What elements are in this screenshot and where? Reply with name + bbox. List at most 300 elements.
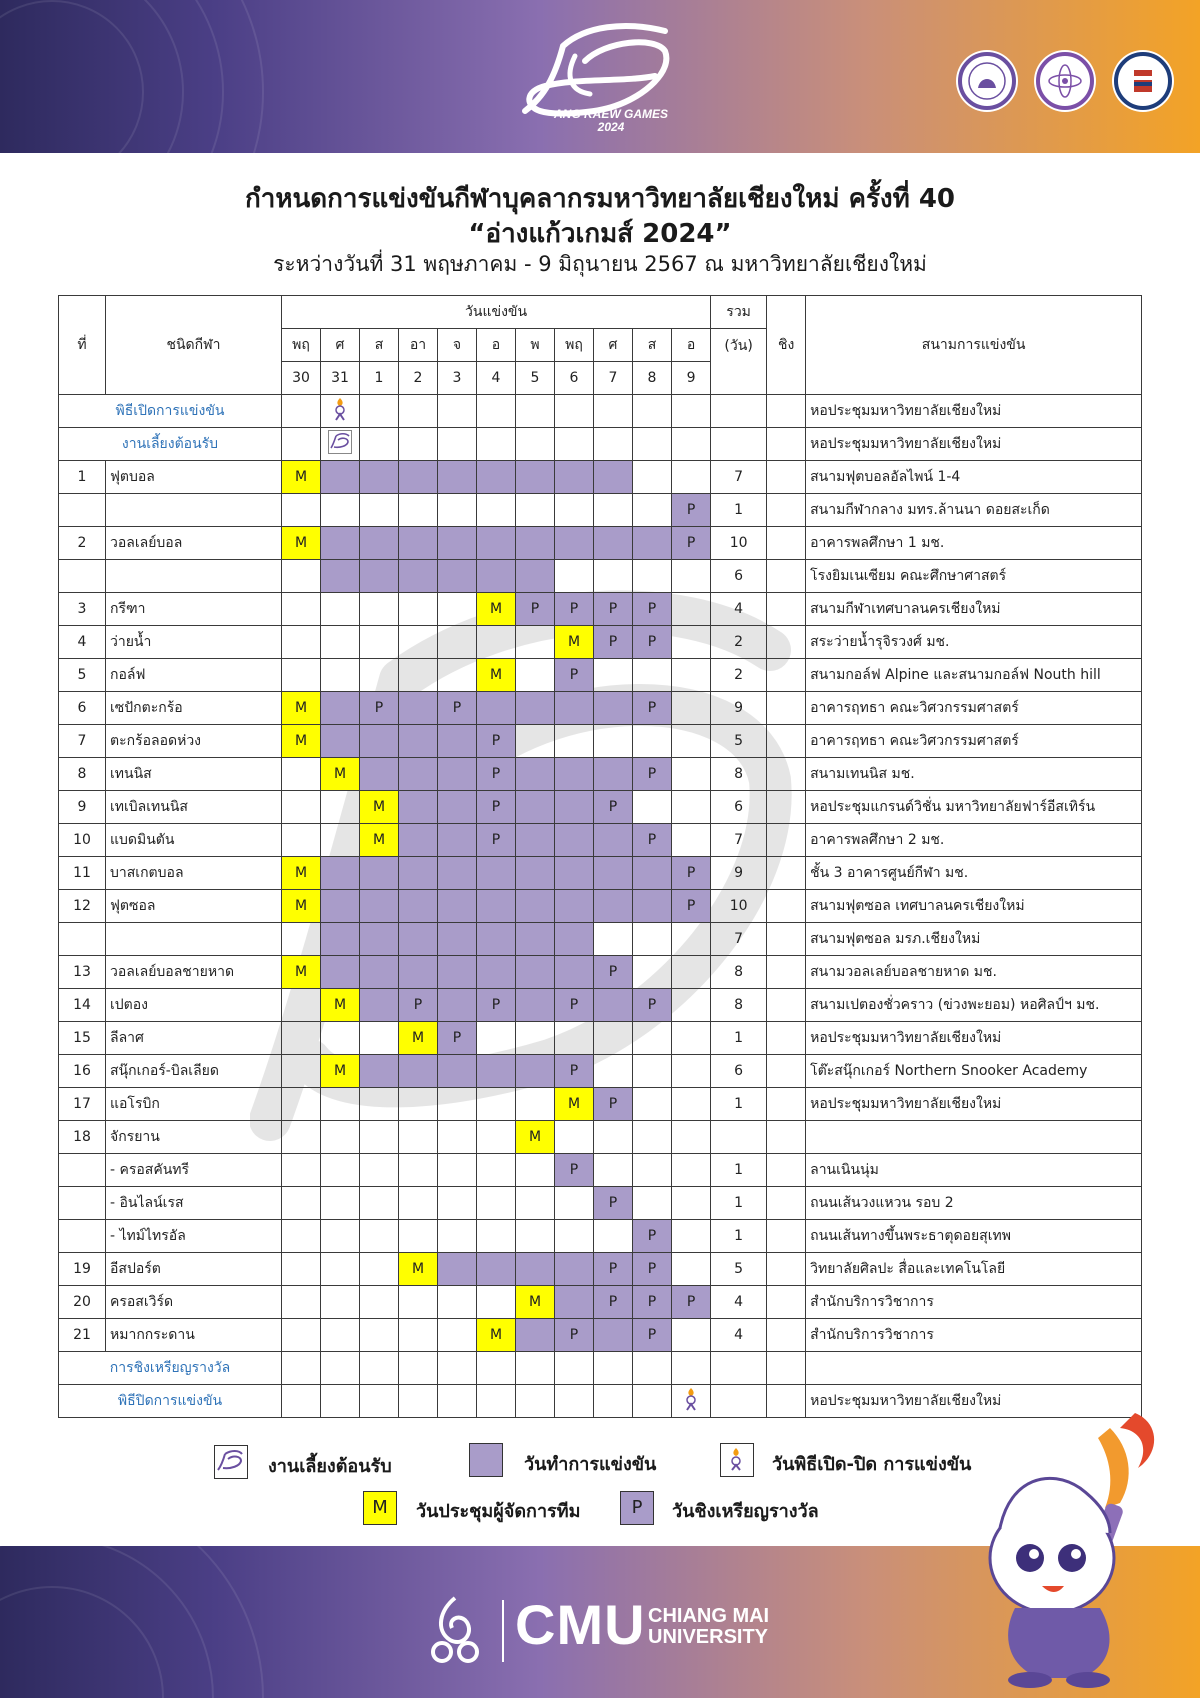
ceremony-torch-icon xyxy=(672,1385,711,1418)
empty-day-cell xyxy=(555,494,594,527)
competition-day-cell xyxy=(438,824,477,857)
competition-day-cell xyxy=(516,989,555,1022)
day-name-9: ส xyxy=(633,329,672,362)
empty-day-cell xyxy=(360,593,399,626)
cmu-letters: CMU xyxy=(515,1593,646,1656)
competition-day-cell xyxy=(438,527,477,560)
sport-name: - อินไลน์เรส xyxy=(106,1187,282,1220)
competition-day-cell xyxy=(516,791,555,824)
venue-name: ถนนเส้นทางขึ้นพระธาตุดอยสุเทพ xyxy=(806,1220,1142,1253)
total-days: 9 xyxy=(711,692,767,725)
total-days: 8 xyxy=(711,989,767,1022)
empty-day-cell xyxy=(594,494,633,527)
final-cell xyxy=(767,923,806,956)
sport-name: ครอสเวิร์ด xyxy=(106,1286,282,1319)
table-row xyxy=(59,560,1142,593)
empty-day-cell xyxy=(633,1154,672,1187)
empty-day-cell xyxy=(360,1220,399,1253)
empty-day-cell xyxy=(438,1154,477,1187)
cmu-name-line1: CHIANG MAI xyxy=(648,1605,770,1627)
total-days xyxy=(711,428,767,461)
competition-day-cell xyxy=(321,560,360,593)
empty-day-cell xyxy=(399,1319,438,1352)
sport-name: ตะกร้อลอดห่วง xyxy=(106,725,282,758)
medal-day-cell: P xyxy=(633,758,672,791)
col-no-header: ที่ xyxy=(59,296,106,395)
sport-name: กอล์ฟ xyxy=(106,659,282,692)
empty-day-cell xyxy=(399,1121,438,1154)
medal-day-cell: P xyxy=(672,1286,711,1319)
empty-day-cell xyxy=(321,593,360,626)
medal-day-cell: P xyxy=(633,626,672,659)
meeting-day-cell: M xyxy=(477,659,516,692)
venue-name: หอประชุมมหาวิทยาลัยเชียงใหม่ xyxy=(806,428,1142,461)
competition-day-cell xyxy=(399,956,438,989)
venue-name: ถนนเส้นวงแหวน รอบ 2 xyxy=(806,1187,1142,1220)
final-cell xyxy=(767,890,806,923)
empty-day-cell xyxy=(672,1055,711,1088)
empty-day-cell xyxy=(672,824,711,857)
final-cell xyxy=(767,1022,806,1055)
table-row xyxy=(59,659,1142,692)
empty-day-cell xyxy=(672,1088,711,1121)
day-name-4: จ xyxy=(438,329,477,362)
legend-competition-swatch xyxy=(469,1443,503,1477)
competition-day-cell xyxy=(399,725,438,758)
empty-day-cell xyxy=(555,560,594,593)
empty-day-cell xyxy=(594,1220,633,1253)
empty-day-cell xyxy=(594,1022,633,1055)
empty-day-cell xyxy=(438,659,477,692)
sport-name: สนุ๊กเกอร์-บิลเลียด xyxy=(106,1055,282,1088)
competition-day-cell xyxy=(594,1319,633,1352)
empty-day-cell xyxy=(360,494,399,527)
row-number: 20 xyxy=(59,1286,106,1319)
empty-day-cell xyxy=(633,461,672,494)
empty-day-cell xyxy=(594,1055,633,1088)
empty-day-cell xyxy=(360,1154,399,1187)
final-cell xyxy=(767,758,806,791)
empty-day-cell xyxy=(477,494,516,527)
empty-day-cell xyxy=(516,659,555,692)
competition-day-cell xyxy=(438,461,477,494)
competition-day-cell xyxy=(477,527,516,560)
competition-day-cell xyxy=(555,890,594,923)
empty-day-cell xyxy=(633,1088,672,1121)
empty-day-cell xyxy=(633,923,672,956)
medal-day-cell: P xyxy=(477,989,516,1022)
row-number: 4 xyxy=(59,626,106,659)
meeting-day-cell: M xyxy=(399,1022,438,1055)
total-days: 1 xyxy=(711,1088,767,1121)
logo-wordmark xyxy=(536,108,686,134)
medal-day-cell: P xyxy=(594,1286,633,1319)
table-row xyxy=(59,1286,1142,1319)
medal-day-cell: P xyxy=(594,626,633,659)
cmu-seal-icon xyxy=(956,50,1018,112)
empty-day-cell xyxy=(516,494,555,527)
meeting-day-cell: M xyxy=(282,461,321,494)
sport-name: บาสเกตบอล xyxy=(106,857,282,890)
sport-name xyxy=(106,560,282,593)
competition-day-cell xyxy=(477,923,516,956)
day-number-7: 6 xyxy=(555,362,594,395)
medal-day-cell: P xyxy=(360,692,399,725)
competition-day-cell xyxy=(399,692,438,725)
venue-name: สระว่ายน้ำรุจิรวงศ์ มช. xyxy=(806,626,1142,659)
venue-name: สำนักบริการวิชาการ xyxy=(806,1319,1142,1352)
header-banner xyxy=(0,0,1200,153)
competition-day-cell xyxy=(399,791,438,824)
venue-name: หอประชุมมหาวิทยาลัยเชียงใหม่ xyxy=(806,1385,1142,1418)
empty-day-cell xyxy=(438,1187,477,1220)
competition-day-cell xyxy=(399,461,438,494)
table-row xyxy=(59,1088,1142,1121)
competition-day-cell xyxy=(633,890,672,923)
empty-day-cell xyxy=(399,1154,438,1187)
empty-day-cell xyxy=(399,1187,438,1220)
total-days: 7 xyxy=(711,923,767,956)
empty-day-cell xyxy=(282,1022,321,1055)
row-number xyxy=(59,1154,106,1187)
venue-name: อาคารพลศึกษา 2 มช. xyxy=(806,824,1142,857)
table-row xyxy=(59,725,1142,758)
event-name: การชิงเหรียญรางวัล xyxy=(59,1352,282,1385)
medal-day-cell: P xyxy=(477,824,516,857)
medal-day-cell: P xyxy=(555,1055,594,1088)
competition-day-cell xyxy=(477,956,516,989)
empty-day-cell xyxy=(321,1286,360,1319)
total-days: 10 xyxy=(711,527,767,560)
day-name-10: อ xyxy=(672,329,711,362)
competition-day-cell xyxy=(594,824,633,857)
empty-day-cell xyxy=(516,1022,555,1055)
competition-day-cell xyxy=(477,560,516,593)
venue-name: โต๊ะสนุ๊กเกอร์ Northern Snooker Academy xyxy=(806,1055,1142,1088)
sport-name: เปตอง xyxy=(106,989,282,1022)
competition-day-cell xyxy=(477,890,516,923)
empty-day-cell xyxy=(399,1220,438,1253)
empty-day-cell xyxy=(477,1286,516,1319)
empty-day-cell xyxy=(321,1352,360,1385)
medal-day-cell: P xyxy=(633,593,672,626)
competition-day-cell xyxy=(360,857,399,890)
empty-day-cell xyxy=(399,593,438,626)
competition-day-cell xyxy=(360,725,399,758)
empty-day-cell xyxy=(633,1121,672,1154)
competition-day-cell xyxy=(321,890,360,923)
empty-day-cell xyxy=(672,560,711,593)
competition-day-cell xyxy=(360,923,399,956)
total-days xyxy=(711,1352,767,1385)
medal-day-cell: P xyxy=(594,1088,633,1121)
total-days: 10 xyxy=(711,890,767,923)
competition-day-cell xyxy=(516,824,555,857)
competition-day-cell xyxy=(399,923,438,956)
empty-day-cell xyxy=(360,1319,399,1352)
legend-medal-swatch: P xyxy=(620,1491,654,1525)
competition-day-cell xyxy=(516,1253,555,1286)
sport-name: เทเบิลเทนนิส xyxy=(106,791,282,824)
empty-day-cell xyxy=(282,1352,321,1385)
venue-name: สนามฟุตบอลอัลไพน์ 1-4 xyxy=(806,461,1142,494)
final-cell xyxy=(767,527,806,560)
competition-day-cell xyxy=(594,989,633,1022)
table-row xyxy=(59,1352,1142,1385)
row-number xyxy=(59,494,106,527)
empty-day-cell xyxy=(555,1385,594,1418)
row-number: 15 xyxy=(59,1022,106,1055)
empty-day-cell xyxy=(282,1088,321,1121)
final-cell xyxy=(767,1121,806,1154)
col-sport-header: ชนิดกีฬา xyxy=(106,296,282,395)
sport-name: ฟุตบอล xyxy=(106,461,282,494)
empty-day-cell xyxy=(360,428,399,461)
competition-day-cell xyxy=(516,1055,555,1088)
competition-day-cell xyxy=(399,824,438,857)
empty-day-cell xyxy=(438,626,477,659)
cmu-name xyxy=(648,1606,769,1648)
empty-day-cell xyxy=(360,659,399,692)
meeting-day-cell: M xyxy=(321,989,360,1022)
table-row xyxy=(59,857,1142,890)
empty-day-cell xyxy=(633,1352,672,1385)
meeting-day-cell: M xyxy=(282,956,321,989)
table-row xyxy=(59,1253,1142,1286)
sport-name: วอลเลย์บอล xyxy=(106,527,282,560)
empty-day-cell xyxy=(438,428,477,461)
competition-day-cell xyxy=(516,758,555,791)
empty-day-cell xyxy=(477,626,516,659)
meeting-day-cell: M xyxy=(282,890,321,923)
competition-day-cell xyxy=(555,857,594,890)
empty-day-cell xyxy=(282,1319,321,1352)
medal-day-cell: P xyxy=(477,791,516,824)
medal-day-cell: P xyxy=(477,758,516,791)
final-cell xyxy=(767,857,806,890)
empty-day-cell xyxy=(672,1187,711,1220)
empty-day-cell xyxy=(633,560,672,593)
day-number-9: 8 xyxy=(633,362,672,395)
empty-day-cell xyxy=(321,1385,360,1418)
empty-day-cell xyxy=(282,791,321,824)
total-days: 1 xyxy=(711,1187,767,1220)
empty-day-cell xyxy=(321,824,360,857)
empty-day-cell xyxy=(399,1352,438,1385)
competition-day-cell xyxy=(555,527,594,560)
empty-day-cell xyxy=(360,1088,399,1121)
empty-day-cell xyxy=(633,725,672,758)
final-cell xyxy=(767,1154,806,1187)
total-days: 6 xyxy=(711,1055,767,1088)
final-cell xyxy=(767,989,806,1022)
competition-day-cell xyxy=(360,890,399,923)
final-cell xyxy=(767,1220,806,1253)
empty-day-cell xyxy=(282,989,321,1022)
empty-day-cell xyxy=(321,494,360,527)
day-number-8: 7 xyxy=(594,362,633,395)
sports-board-seal-icon xyxy=(1112,50,1174,112)
day-number-3: 2 xyxy=(399,362,438,395)
final-cell xyxy=(767,593,806,626)
competition-day-cell xyxy=(555,956,594,989)
competition-day-cell xyxy=(594,692,633,725)
sport-name: - ไทม์ไทรอัล xyxy=(106,1220,282,1253)
venue-name: หอประชุมมหาวิทยาลัยเชียงใหม่ xyxy=(806,395,1142,428)
competition-day-cell xyxy=(516,857,555,890)
empty-day-cell xyxy=(282,560,321,593)
table-row xyxy=(59,593,1142,626)
table-row xyxy=(59,527,1142,560)
empty-day-cell xyxy=(594,1154,633,1187)
competition-day-cell xyxy=(321,692,360,725)
empty-day-cell xyxy=(399,395,438,428)
header-row-1 xyxy=(59,296,1142,329)
competition-day-cell xyxy=(555,1253,594,1286)
competition-day-cell xyxy=(594,461,633,494)
day-name-5: อ xyxy=(477,329,516,362)
empty-day-cell xyxy=(282,593,321,626)
final-cell xyxy=(767,428,806,461)
competition-day-cell xyxy=(555,461,594,494)
table-row xyxy=(59,791,1142,824)
final-cell xyxy=(767,1088,806,1121)
empty-day-cell xyxy=(360,1253,399,1286)
total-days: 7 xyxy=(711,824,767,857)
table-row xyxy=(59,626,1142,659)
empty-day-cell xyxy=(438,1352,477,1385)
final-cell xyxy=(767,1187,806,1220)
empty-day-cell xyxy=(477,1088,516,1121)
meeting-day-cell: M xyxy=(282,692,321,725)
final-cell xyxy=(767,494,806,527)
empty-day-cell xyxy=(672,1154,711,1187)
empty-day-cell xyxy=(282,923,321,956)
table-row xyxy=(59,1319,1142,1352)
competition-day-cell xyxy=(399,890,438,923)
col-total-unit: (วัน) xyxy=(711,329,767,395)
row-number xyxy=(59,1187,106,1220)
empty-day-cell xyxy=(672,989,711,1022)
empty-day-cell xyxy=(633,791,672,824)
cmu-60-emblem-icon xyxy=(420,1590,490,1674)
footer-divider xyxy=(502,1600,504,1662)
competition-day-cell xyxy=(516,461,555,494)
empty-day-cell xyxy=(672,923,711,956)
empty-day-cell xyxy=(477,1385,516,1418)
competition-day-cell xyxy=(438,791,477,824)
venue-name: โรงยิมเนเซียม คณะศึกษาศาสตร์ xyxy=(806,560,1142,593)
empty-day-cell xyxy=(438,1286,477,1319)
page-title-line2: “อ่างแก้วเกมส์ 2024” xyxy=(468,219,732,249)
col-venue-header: สนามการแข่งขัน xyxy=(806,296,1142,395)
empty-day-cell xyxy=(282,1121,321,1154)
venue-name: สำนักบริการวิชาการ xyxy=(806,1286,1142,1319)
day-name-6: พ xyxy=(516,329,555,362)
medal-day-cell: P xyxy=(594,956,633,989)
empty-day-cell xyxy=(594,659,633,692)
legend-ceremony-label: วันพิธีเปิด-ปิด การแข่งขัน xyxy=(772,1454,972,1475)
day-number-2: 1 xyxy=(360,362,399,395)
row-number: 9 xyxy=(59,791,106,824)
final-cell xyxy=(767,395,806,428)
empty-day-cell xyxy=(282,395,321,428)
day-number-6: 5 xyxy=(516,362,555,395)
row-number: 3 xyxy=(59,593,106,626)
sport-name: แบดมินตัน xyxy=(106,824,282,857)
medal-day-cell: P xyxy=(516,593,555,626)
table-row xyxy=(59,692,1142,725)
empty-day-cell xyxy=(516,1385,555,1418)
final-cell xyxy=(767,659,806,692)
empty-day-cell xyxy=(477,1352,516,1385)
empty-day-cell xyxy=(282,1187,321,1220)
table-row xyxy=(59,956,1142,989)
total-days: 5 xyxy=(711,1253,767,1286)
empty-day-cell xyxy=(672,692,711,725)
meeting-day-cell: M xyxy=(555,1088,594,1121)
final-cell xyxy=(767,461,806,494)
empty-day-cell xyxy=(321,1088,360,1121)
venue-name: หอประชุมแกรนด์วิชั่น มหาวิทยาลัยฟาร์อีสเทิร์น xyxy=(806,791,1142,824)
competition-day-cell xyxy=(321,527,360,560)
empty-day-cell xyxy=(672,593,711,626)
competition-day-cell xyxy=(360,1055,399,1088)
empty-day-cell xyxy=(282,626,321,659)
competition-day-cell xyxy=(516,956,555,989)
science-seal-icon xyxy=(1034,50,1096,112)
competition-day-cell xyxy=(516,527,555,560)
table-row xyxy=(59,758,1142,791)
day-number-10: 9 xyxy=(672,362,711,395)
empty-day-cell xyxy=(438,395,477,428)
competition-day-cell xyxy=(555,824,594,857)
row-number: 2 xyxy=(59,527,106,560)
table-row xyxy=(59,461,1142,494)
empty-day-cell xyxy=(282,494,321,527)
event-name: พิธีเปิดการแข่งขัน xyxy=(59,395,282,428)
empty-day-cell xyxy=(321,659,360,692)
empty-day-cell xyxy=(516,1088,555,1121)
page-subtitle: ระหว่างวันที่ 31 พฤษภาคม - 9 มิถุนายน 2567 ณ มหาวิทยาลัยเชียงใหม่ xyxy=(273,252,927,276)
venue-name xyxy=(806,1352,1142,1385)
competition-day-cell xyxy=(516,560,555,593)
cmu-name-line2: UNIVERSITY xyxy=(648,1626,769,1648)
competition-day-cell xyxy=(360,461,399,494)
mascot-icon xyxy=(960,1408,1165,1688)
col-total-header: รวม xyxy=(711,296,767,329)
legend-torch-icon xyxy=(720,1443,754,1477)
meeting-day-cell: M xyxy=(555,626,594,659)
empty-day-cell xyxy=(633,395,672,428)
row-number: 11 xyxy=(59,857,106,890)
empty-day-cell xyxy=(516,1154,555,1187)
empty-day-cell xyxy=(282,428,321,461)
venue-name: สนามกีฬาเทศบาลนครเชียงใหม่ xyxy=(806,593,1142,626)
total-days: 5 xyxy=(711,725,767,758)
legend-welcome-icon xyxy=(214,1445,248,1479)
venue-name: สนามกอล์ฟ Alpine และสนามกอล์ฟ Nouth hill xyxy=(806,659,1142,692)
competition-day-cell xyxy=(477,1055,516,1088)
sport-name: ฟุตซอล xyxy=(106,890,282,923)
total-days: 4 xyxy=(711,1286,767,1319)
sport-name: เซปักตะกร้อ xyxy=(106,692,282,725)
venue-name: สนามเปตองชั่วคราว (ข่วงพะยอม) หอศิลป์ฯ มช. xyxy=(806,989,1142,1022)
empty-day-cell xyxy=(360,1121,399,1154)
empty-day-cell xyxy=(672,626,711,659)
row-number: 14 xyxy=(59,989,106,1022)
competition-day-cell xyxy=(594,527,633,560)
